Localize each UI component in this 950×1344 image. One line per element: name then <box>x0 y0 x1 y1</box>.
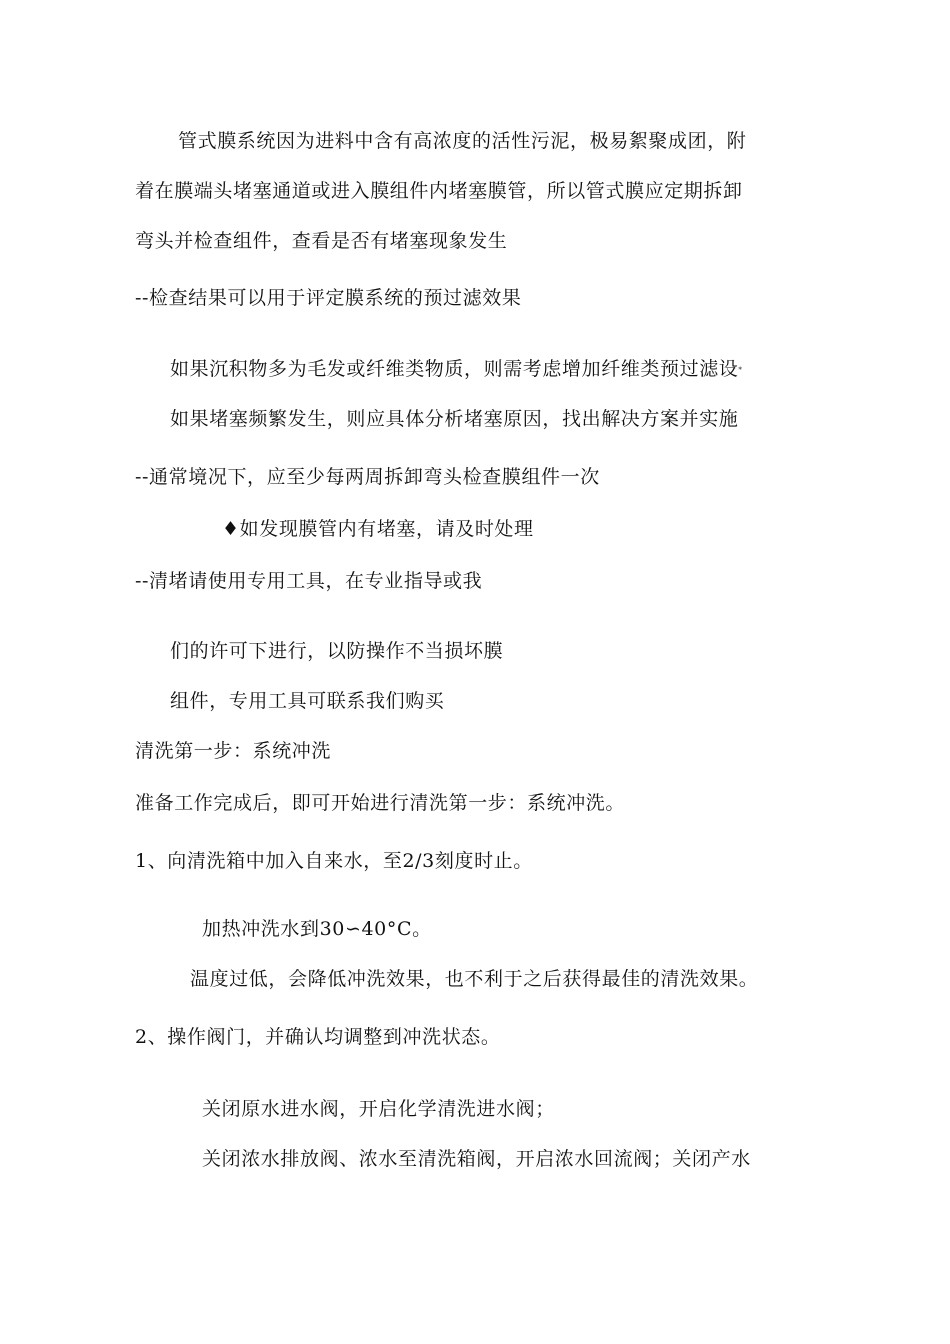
diamond-bullet-line: ♦如发现膜管内有堵塞，请及时处理 <box>222 518 534 540</box>
step-2-line: 2、操作阀门，并确认均调整到冲洗状态。 <box>135 1026 501 1048</box>
indented-line-temperature: 温度过低，会降低冲洗效果，也不利于之后获得最佳的清洗效果。 <box>190 968 759 990</box>
bullet-line-unclog-tools: --清堵请使用专用工具，在专业指导或我 <box>135 570 483 592</box>
step-1-line: 1、向清洗箱中加入自来水，至2/3刻度时止。 <box>135 850 533 872</box>
indented-line-sediment <box>170 356 743 383</box>
indented-line-blockage: 如果堵塞频繁发生，则应具体分析堵塞原因，找出解决方案并实施 <box>170 408 739 430</box>
paragraph-line-1: 管式膜系统因为进料中含有高浓度的活性污泥，极易絮聚成团，附 <box>178 130 747 152</box>
bullet-line-inspection-interval: --通常境况下，应至少每两周拆卸弯头检查膜组件一次 <box>135 466 600 488</box>
indented-line-purchase: 组件，专用工具可联系我们购买 <box>170 690 445 712</box>
section-heading-step-one: 清洗第一步：系统冲洗 <box>135 740 332 762</box>
paragraph-prep-complete: 准备工作完成后，即可开始进行清洗第一步：系统冲洗。 <box>135 792 626 814</box>
paragraph-line-3: 弯头并检查组件，查看是否有堵塞现象发生 <box>135 230 508 252</box>
indented-line-valve-1: 关闭原水进水阀，开启化学清洗进水阀； <box>202 1098 555 1120</box>
indented-line-permission: 们的许可下进行，以防操作不当损坏膜 <box>170 640 504 662</box>
indented-line-valve-2: 关闭浓水排放阀、浓水至清洗箱阀，开启浓水回流阀；关闭产水 <box>202 1148 751 1170</box>
indented-line-heating: 加热冲洗水到30∽40°C。 <box>202 918 432 940</box>
paragraph-line-2: 着在膜端头堵塞通道或进入膜组件内堵塞膜管，所以管式膜应定期拆卸 <box>135 180 743 202</box>
indented-line-sediment-text: 如果沉积物多为毛发或纤维类物质，则需考虑增加纤维类预过滤设 <box>170 358 739 380</box>
footnote-marker: * <box>738 366 743 374</box>
bullet-line-check-result: --检查结果可以用于评定膜系统的预过滤效果 <box>135 287 522 309</box>
